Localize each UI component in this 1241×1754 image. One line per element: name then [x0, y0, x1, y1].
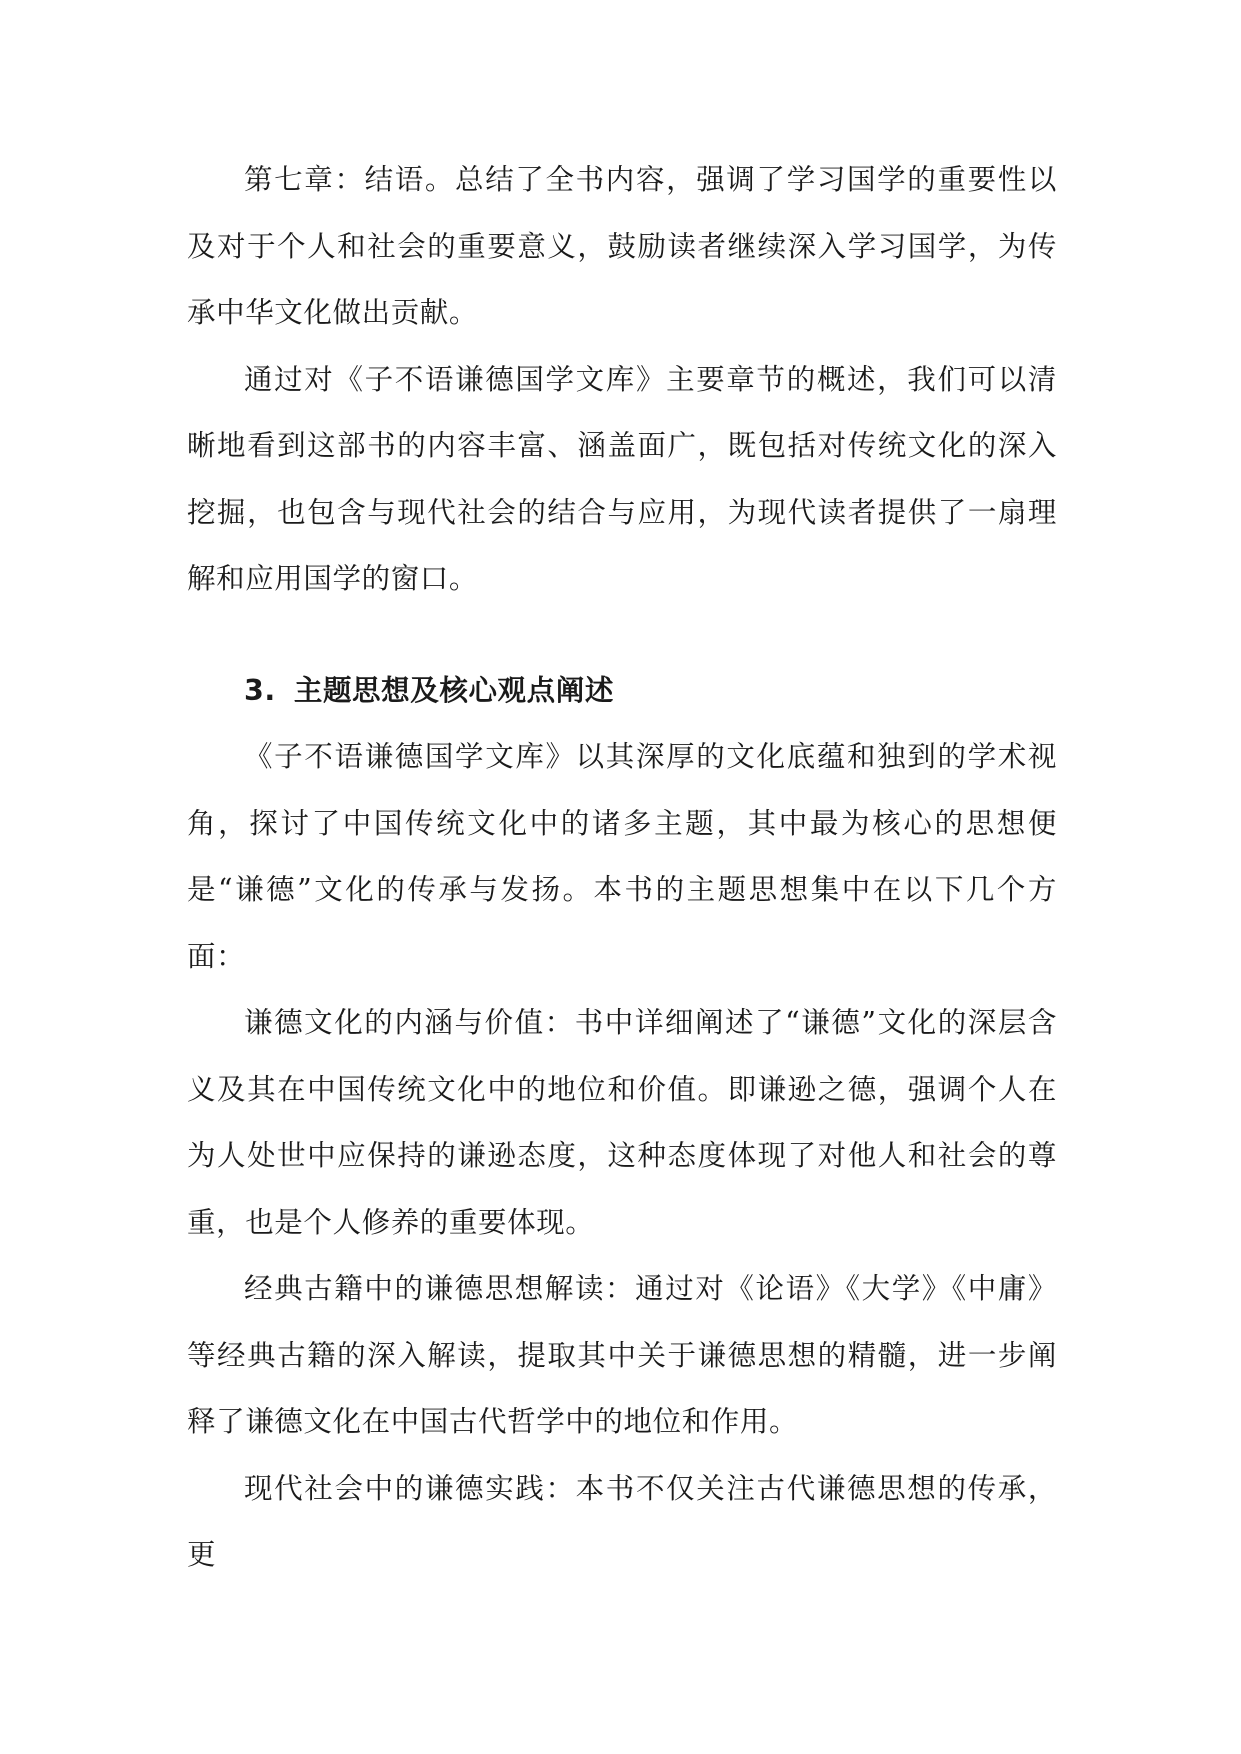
section-number: 3.: [244, 673, 276, 707]
paragraph-qiande-meaning-value: 谦德文化的内涵与价值：书中详细阐述了“谦德”文化的深层含义及其在中国传统文化中的地位和价值。即谦逊之德，强调个人在为人处世中应保持的谦逊态度，这种态度体现了对他人和社会的尊重，也是个人修养的重要体现。: [187, 1006, 1057, 1239]
paragraph-classics-interpretation: 经典古籍中的谦德思想解读：通过对《论语》《大学》《中庸》等经典古籍的深入解读，提取其中关于谦德思想的精髓，进一步阐释了谦德文化在中国古代哲学中的地位和作用。: [187, 1272, 1057, 1438]
paragraph-modern-practice: 现代社会中的谦德实践：本书不仅关注古代谦德思想的传承，更: [187, 1471, 1057, 1571]
paragraph-chapter-seven-conclusion: 第七章：结语。总结了全书内容，强调了学习国学的重要性以及对于个人和社会的重要意义，鼓励读者继续深入学习国学，为传承中华文化做出贡献。: [187, 163, 1057, 329]
section-heading: [187, 658, 1057, 725]
paragraph-theme-intro: 《子不语谦德国学文库》以其深厚的文化底蕴和独到的学术视角，探讨了中国传统文化中的诸多主题，其中最为核心的思想便是“谦德”文化的传承与发扬。本书的主题思想集中在以下几个方面：: [187, 740, 1057, 973]
section-title: 主题思想及核心观点阐述: [293, 673, 614, 707]
paragraph-chapter-overview-summary: 通过对《子不语谦德国学文库》主要章节的概述，我们可以清晰地看到这部书的内容丰富、涵盖面广，既包括对传统文化的深入挖掘，也包含与现代社会的结合与应用，为现代读者提供了一扇理解和应用国学的窗口。: [187, 362, 1057, 595]
document-body: [187, 147, 1057, 1589]
